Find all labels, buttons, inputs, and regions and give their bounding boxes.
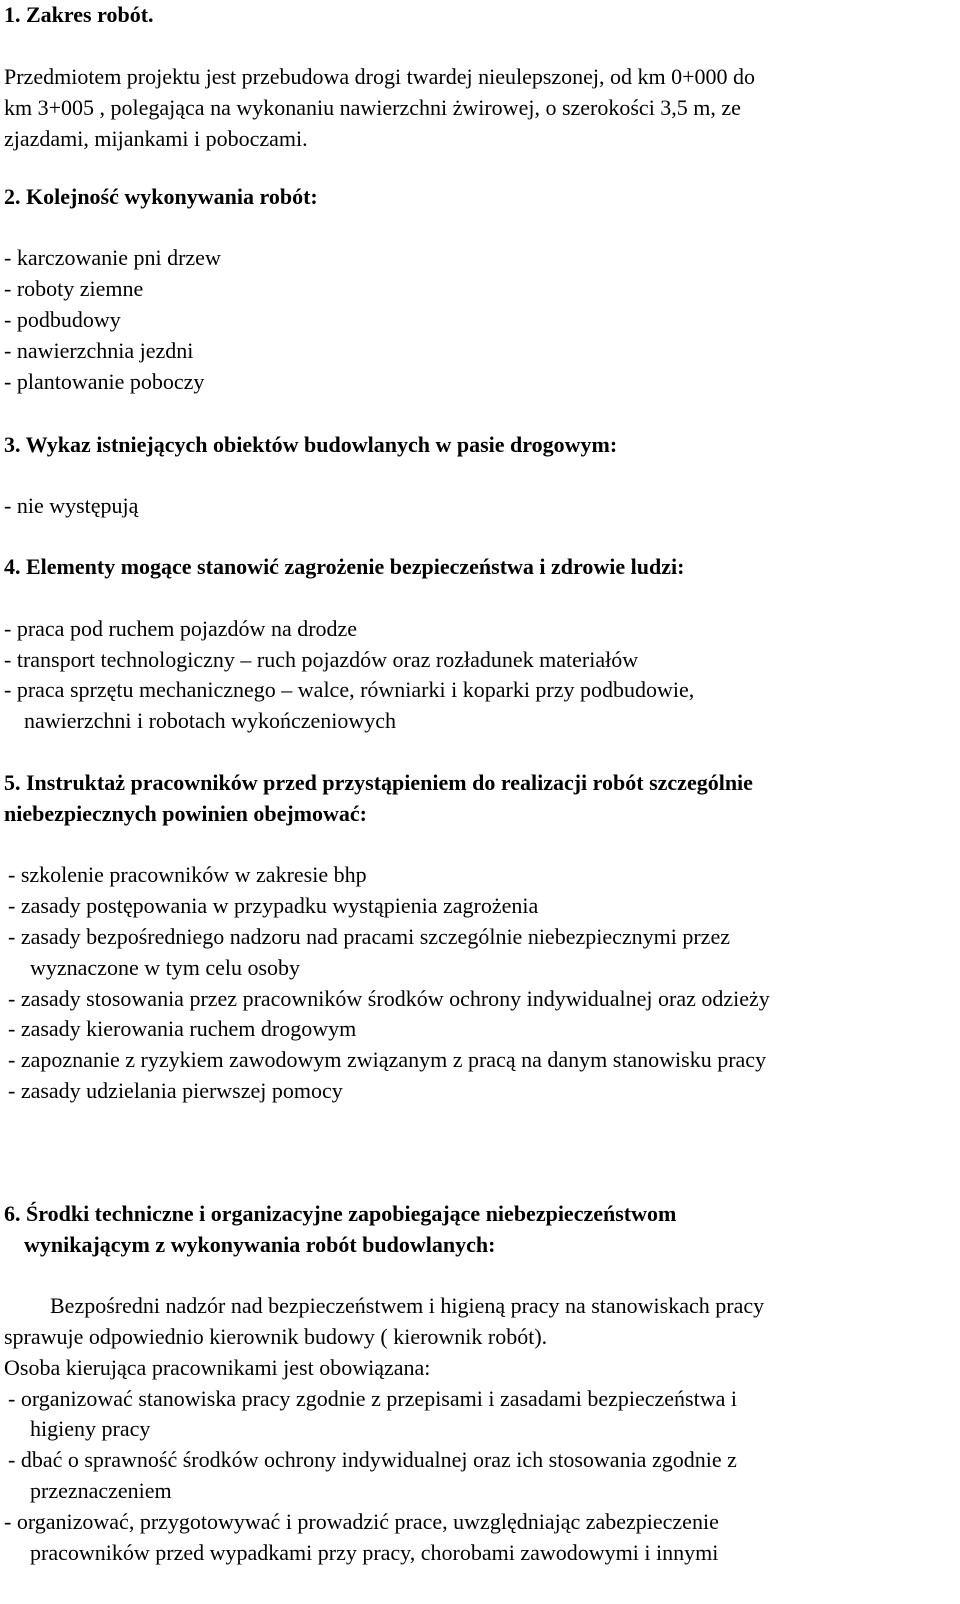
list-item: - organizować, przygotowywać i prowadzić prace, uwzględniając zabezpieczenie: [4, 1509, 719, 1534]
section-6-heading-continued: wynikającym z wykonywania robót budowlanych:: [24, 1232, 496, 1257]
list-item: - szkolenie pracowników w zakresie bhp: [8, 862, 367, 887]
list-item: - transport technologiczny – ruch pojazdów oraz rozładunek materiałów: [4, 647, 639, 672]
paragraph-line: Bezpośredni nadzór nad bezpieczeństwem i higieną pracy na stanowiskach pracy: [50, 1293, 765, 1318]
list-item: - nawierzchnia jezdni: [4, 338, 194, 363]
section-3-heading: 3. Wykaz istniejących obiektów budowlanych w pasie drogowym:: [4, 432, 618, 457]
paragraph-line: zjazdami, mijankami i poboczami.: [4, 126, 308, 151]
list-item: - podbudowy: [4, 307, 121, 332]
section-2-heading: 2. Kolejność wykonywania robót:: [4, 184, 318, 209]
section-6-heading: 6. Środki techniczne i organizacyjne zapobiegające niebezpieczeństwom: [4, 1201, 677, 1226]
list-item: - nie występują: [4, 493, 139, 518]
list-item: - plantowanie poboczy: [4, 369, 205, 394]
paragraph-line: sprawuje odpowiednio kierownik budowy ( kierownik robót).: [4, 1324, 548, 1349]
list-item: - zasady postępowania w przypadku wystąpienia zagrożenia: [8, 893, 539, 918]
list-item: - zasady udzielania pierwszej pomocy: [8, 1078, 343, 1103]
list-item: - organizować stanowiska pracy zgodnie z przepisami i zasadami bezpieczeństwa i: [8, 1386, 737, 1411]
list-item: - zasady stosowania przez pracowników środków ochrony indywidualnej oraz odzieży: [8, 986, 770, 1011]
list-item-continuation: pracowników przed wypadkami przy pracy, chorobami zawodowymi i innymi: [30, 1540, 719, 1565]
list-item-continuation: wyznaczone w tym celu osoby: [30, 955, 301, 980]
paragraph-line: Osoba kierująca pracownikami jest obowiązana:: [4, 1355, 431, 1380]
list-item: - roboty ziemne: [4, 276, 144, 301]
list-item: - praca pod ruchem pojazdów na drodze: [4, 616, 358, 641]
list-item: - zasady bezpośredniego nadzoru nad pracami szczególnie niebezpiecznymi przez: [8, 924, 730, 949]
section-5-heading: 5. Instruktaż pracowników przed przystąpieniem do realizacji robót szczególnie: [4, 770, 753, 795]
list-item: - dbać o sprawność środków ochrony indywidualnej oraz ich stosowania zgodnie z: [8, 1447, 737, 1472]
list-item-continuation: nawierzchni i robotach wykończeniowych: [24, 708, 397, 733]
section-5-heading-continued: niebezpiecznych powinien obejmować:: [4, 801, 367, 826]
paragraph-line: Przedmiotem projektu jest przebudowa drogi twardej nieulepszonej, od km 0+000 do: [4, 64, 756, 89]
section-1-heading: 1. Zakres robót.: [4, 2, 154, 27]
list-item-continuation: przeznaczeniem: [30, 1478, 172, 1503]
list-item-continuation: higieny pracy: [30, 1416, 151, 1441]
list-item: - praca sprzętu mechanicznego – walce, równiarki i koparki przy podbudowie,: [4, 677, 695, 702]
paragraph-line: km 3+005 , polegająca na wykonaniu nawierzchni żwirowej, o szerokości 3,5 m, ze: [4, 95, 741, 120]
list-item: - zasady kierowania ruchem drogowym: [8, 1016, 357, 1041]
list-item: - karczowanie pni drzew: [4, 245, 221, 270]
list-item: - zapoznanie z ryzykiem zawodowym związanym z pracą na danym stanowisku pracy: [8, 1047, 767, 1072]
section-4-heading: 4. Elementy mogące stanowić zagrożenie bezpieczeństwa i zdrowie ludzi:: [4, 554, 685, 579]
